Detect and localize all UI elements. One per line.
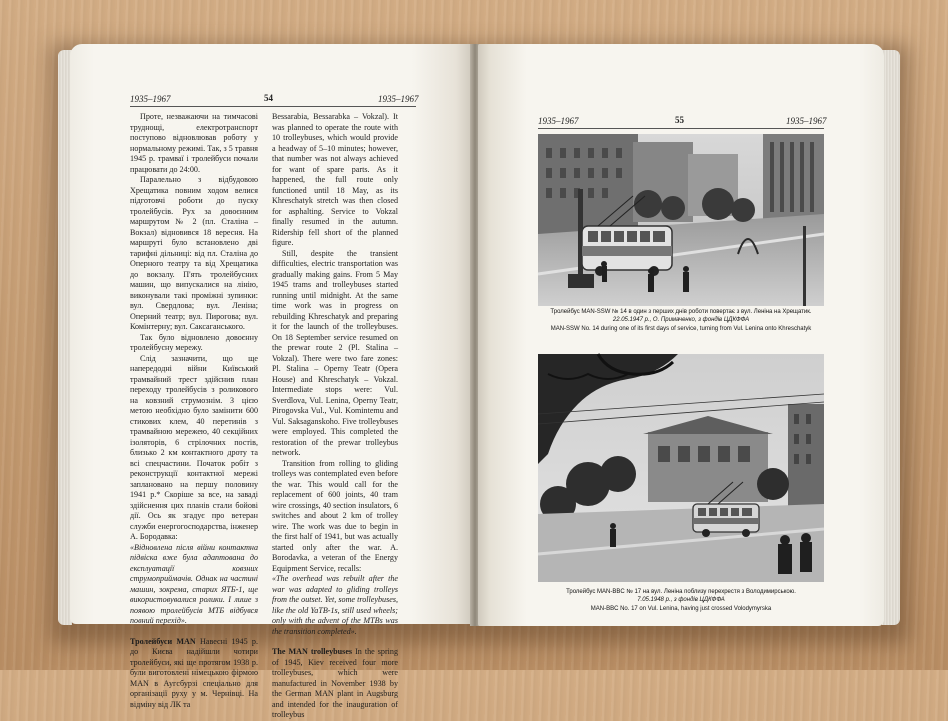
right-page <box>478 44 884 626</box>
ua-paragraph-3: Так було відновлено довоєнну тролейбусну мережу. <box>130 332 258 352</box>
en-section-title: The MAN trolleybuses <box>272 647 353 656</box>
photo-2-caption-en: MAN-BBC No. 17 on Vul. Lenina, having just crossed Volodymyrska <box>590 605 772 612</box>
ua-paragraph-4: Слід зазначити, що ще напередодні війни Київський трамвайний трест здійснив план переходу тролейбусів з роликового на ковзний струмознім. З цією метою необхідно було замінити 600 стикових клем, 40 перетинів з трамвайною мережею, 40 секційних ізоляторів, 6 стрілочних постів, близько 2 км контактного дроту та всі спецчастини. Початок робіт з реконструкції контактної мережі заплановано на першу половину 1941 р.* Скоріше за все, на заваді здійснення цих планів стали бойові дії. Ось як згадує про ветеран служби енергогосподарства, інженер А. Бородавка: <box>130 353 258 541</box>
right-header-left: 1935–1967 <box>538 116 579 126</box>
photo-man-ssw-14-image <box>538 134 824 306</box>
en-paragraph-1: Bessarabia, Bessarabka – Vokzal). It was planned to operate the route with 10 trolleybuses, which would provide a headway of 5–10 minutes; however, that number was not always achieved for want of spare parts. As it happened, the full route only functioned until 18 May, as its Khreschatyk stretch was then closed for asphalting. Service to Vokzal finally resumed in the autumn. Ridership fell short of the planned figure. <box>272 112 398 247</box>
photo-2-caption <box>530 588 832 613</box>
ua-paragraph-1: Проте, незважаючи на тимчасові труднощі, електротранспорт поступово відновлював роботу у нормальному режимі. Так, з 5 травня 1945 р. трамваї і тролейбуси почали працювати до 24:00. <box>130 112 258 174</box>
ua-section <box>130 637 258 711</box>
left-header-right: 1935–1967 <box>378 94 419 104</box>
right-page-number: 55 <box>675 115 684 125</box>
en-section <box>272 647 398 721</box>
ukrainian-column <box>130 112 258 710</box>
en-section-text: In the spring of 1945, Kiev received four more trolleybuses, which were manufactured in November 1938 by the German MAN plant in Augsburg and intended for the inauguration of trolleybus <box>272 647 398 719</box>
photo-man-bbc-17 <box>538 354 824 582</box>
right-header-right: 1935–1967 <box>786 116 827 126</box>
photo-1-caption-en: MAN-SSW No. 14 during one of its first days of service, turning from Vul. Lenina onto Khreschatyk <box>550 325 812 332</box>
photo-1-caption <box>530 308 832 333</box>
ua-quote: «Відновлена після війни контактна підвіска вже була адаптована до експлуатації ковзних струмоприймачів. Однак на частині машин, зокрема, старих ЯТБ-1, ще використовувалися ролики. І лише з появою тролейбусів МТБ відбувся повний перехід». <box>130 542 258 625</box>
en-paragraph-2: Still, despite the transient difficulties, electric transportation was gradually making gains. From 5 May 1945 trams and trolleybuses started running until midnight. At the same time work was in progress on rebuilding Khreschatyk and preparing it for the launch of the trolleybuses. On 18 September service resumed on the prewar route 2 (Pl. Stalina – Vokzal). There were two fare zones: Pl. Stalina – Operny Teatr (Opera House) and Khreschatyk – Vokzal. Intermediate stops were: Vul. Sverdlova, Vul. Lenina, Operny Teatr, Pirogovska Vul., Vul. Komintemu and Vul. Saksaganskoho. Five trolleybuses were employed. This completed the restoration of the prewar trolleybus network. <box>272 248 398 457</box>
en-quote: «The overhead was rebuilt after the war was adapted to gliding trolleys from the outset. Yet, some trolleybuses, like the old YaTB-1s, still used wheels; only with the advent of the MTBs was the transition completed». <box>272 574 398 636</box>
photo-2-caption-date: 7.05.1948 р., з фондів ЦДКФФА <box>637 597 725 604</box>
ua-section-text: Навесні 1945 р. до Києва надійшли чотири тролейбуси, які ще протягом 1938 р. були виготовлені німецькою фірмою MAN в Аугсбурзі спеціально для організації руху у м. Чернівці. На відміну від ЛК та <box>130 636 258 709</box>
page-edges-right <box>882 50 900 625</box>
photo-1-caption-ua: Тролейбус MAN-SSW № 14 в один з перших днів роботи повертає з вул. Леніна на Хрещатик. <box>550 309 812 315</box>
left-page <box>70 44 472 719</box>
left-header-rule <box>130 106 416 107</box>
right-header-rule <box>538 128 824 129</box>
photo-2-caption-ua: Тролейбус MAN-BBC № 17 на вул. Леніна поблизу перехрестя з Володимирською. <box>566 589 796 595</box>
ua-section-title: Тролейбуси MAN <box>130 636 196 646</box>
left-page-number: 54 <box>264 93 273 103</box>
left-header-left: 1935–1967 <box>130 94 171 104</box>
photo-1-caption-date: 22.05.1947 р., О. Примаченко, з фондів ЦДКФФА <box>612 317 750 324</box>
photo-man-bbc-17-image <box>538 354 824 582</box>
ua-paragraph-2: Паралельно з відбудовою Хрещатика повним ходом велися підготовчі роботи до пуску тролейбусів. Рух за довоєнним маршрутом № 2 (пл. Сталіна – Вокзал) відновився 18 вересня. На маршруті було встановлено дві тарифні дільниці: від пл. Сталіна до Оперного театру та від Хрещатика до вокзалу. П'ять тролейбусних машин, що випускалися на лінію, виконували такі проміжні зупинки: вул. Свердлова; вул. Леніна; Оперний театр; вул. Пирогова; вул. Комінтерну; вул. Саксаганського. <box>130 175 258 331</box>
photo-man-ssw-14 <box>538 134 824 306</box>
english-column <box>272 112 398 721</box>
en-paragraph-3: Transition from rolling to gliding trolleys was contemplated even before the war. This would call for the replacement of 600 joints, 40 tram wire crossings, 40 section insulators, 6 switches and about 2 km of trolley wire. The work was due to begin in the first half of 1941, but was actually started only after the war. A. Borodavka, a veteran of the Energy Equipment Service, recalls: <box>272 458 398 573</box>
